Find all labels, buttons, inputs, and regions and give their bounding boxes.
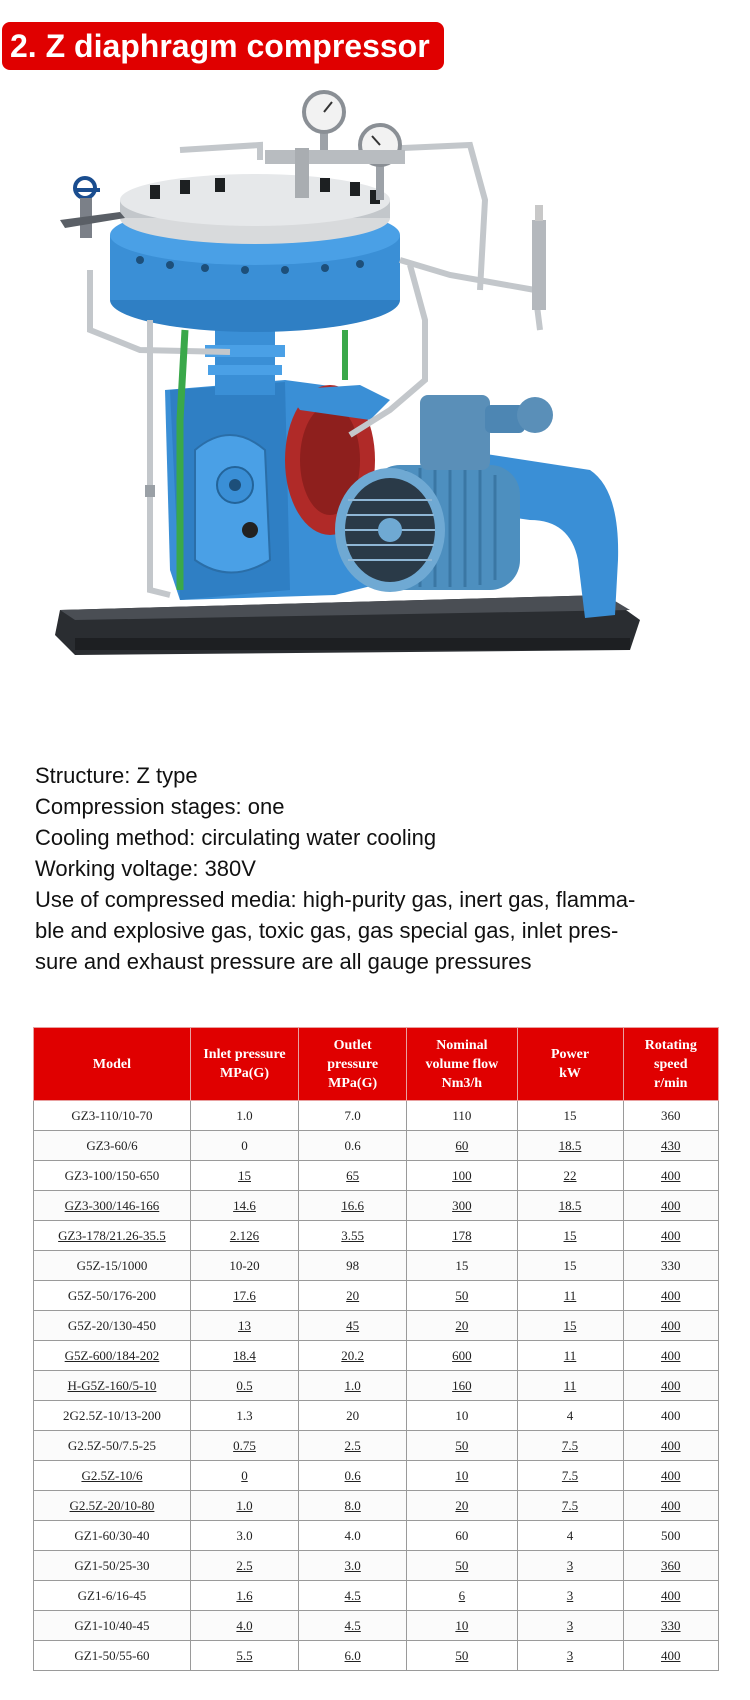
spec-stages: Compression stages: one	[35, 794, 285, 819]
cell-rotating-speed: 330	[623, 1251, 718, 1281]
table-row	[34, 1371, 719, 1401]
table-row	[34, 1461, 719, 1491]
cell-rotating-speed: 400	[623, 1371, 718, 1401]
cell-inlet-pressure: 15	[190, 1161, 298, 1191]
cell-volume-flow: 10	[407, 1401, 517, 1431]
cell-volume-flow: 50	[407, 1551, 517, 1581]
cell-volume-flow: 15	[407, 1251, 517, 1281]
cell-inlet-pressure: 1.0	[190, 1101, 298, 1131]
cell-model: GZ3-100/150-650	[34, 1161, 191, 1191]
cell-model: 2G2.5Z-10/13-200	[34, 1401, 191, 1431]
header-rotating-speed	[623, 1028, 718, 1101]
cell-volume-flow: 10	[407, 1611, 517, 1641]
header-volume-flow-line: volume flow	[425, 1056, 499, 1072]
cell-inlet-pressure: 4.0	[190, 1611, 298, 1641]
header-model-line: Model	[92, 1056, 132, 1072]
cell-inlet-pressure: 2.5	[190, 1551, 298, 1581]
cell-inlet-pressure: 0.75	[190, 1431, 298, 1461]
table-row	[34, 1581, 719, 1611]
cell-volume-flow: 600	[407, 1341, 517, 1371]
cell-power: 3	[517, 1581, 623, 1611]
cell-model: G2.5Z-20/10-80	[34, 1491, 191, 1521]
cell-inlet-pressure: 17.6	[190, 1281, 298, 1311]
cell-inlet-pressure: 1.3	[190, 1401, 298, 1431]
cell-outlet-pressure: 65	[299, 1161, 407, 1191]
header-inlet-pressure-line: MPa(G)	[220, 1066, 269, 1081]
cell-outlet-pressure: 2.5	[299, 1431, 407, 1461]
table-row	[34, 1101, 719, 1131]
spec-cooling: Cooling method: circulating water cooling	[35, 825, 437, 850]
cell-outlet-pressure: 20	[299, 1401, 407, 1431]
cell-outlet-pressure: 6.0	[299, 1641, 407, 1671]
cell-volume-flow: 50	[407, 1641, 517, 1671]
cell-power: 15	[517, 1221, 623, 1251]
table-row	[34, 1431, 719, 1461]
cell-power: 7.5	[517, 1491, 623, 1521]
cell-model: G5Z-20/130-450	[34, 1311, 191, 1341]
cell-model: GZ1-6/16-45	[34, 1581, 191, 1611]
header-volume-flow-line: Nm3/h	[441, 1075, 483, 1091]
cell-rotating-speed: 400	[623, 1461, 718, 1491]
table-header-row	[34, 1028, 719, 1101]
cell-outlet-pressure: 4.5	[299, 1611, 407, 1641]
cell-model: G5Z-600/184-202	[34, 1341, 191, 1371]
cell-inlet-pressure: 0.5	[190, 1371, 298, 1401]
cell-outlet-pressure: 4.0	[299, 1521, 407, 1551]
cell-outlet-pressure: 98	[299, 1251, 407, 1281]
compressor-photo	[30, 90, 720, 730]
spec-structure: Structure: Z type	[35, 763, 198, 788]
table-row	[34, 1521, 719, 1551]
section-title: 2. Z diaphragm compressor	[2, 22, 444, 70]
cell-outlet-pressure: 0.6	[299, 1461, 407, 1491]
cell-model: GZ3-300/146-166	[34, 1191, 191, 1221]
table-body	[34, 1101, 719, 1671]
table-row	[34, 1551, 719, 1581]
cell-rotating-speed: 330	[623, 1611, 718, 1641]
cell-model: GZ3-60/6	[34, 1131, 191, 1161]
cell-inlet-pressure: 1.6	[190, 1581, 298, 1611]
cell-volume-flow: 50	[407, 1281, 517, 1311]
header-rotating-speed-line: r/min	[654, 1075, 688, 1091]
header-outlet-pressure-line: Outlet	[333, 1037, 372, 1053]
cell-power: 15	[517, 1311, 623, 1341]
cell-volume-flow: 60	[407, 1521, 517, 1551]
cell-volume-flow: 20	[407, 1491, 517, 1521]
cell-inlet-pressure: 10-20	[190, 1251, 298, 1281]
cell-inlet-pressure: 2.126	[190, 1221, 298, 1251]
cell-model: G2.5Z-10/6	[34, 1461, 191, 1491]
cell-outlet-pressure: 20.2	[299, 1341, 407, 1371]
cell-outlet-pressure: 0.6	[299, 1131, 407, 1161]
cell-outlet-pressure: 20	[299, 1281, 407, 1311]
cell-rotating-speed: 500	[623, 1521, 718, 1551]
cell-rotating-speed: 400	[623, 1341, 718, 1371]
table-row	[34, 1341, 719, 1371]
pressure-gauge-left	[304, 92, 344, 158]
cell-rotating-speed: 400	[623, 1491, 718, 1521]
cell-outlet-pressure: 4.5	[299, 1581, 407, 1611]
cell-volume-flow: 160	[407, 1371, 517, 1401]
header-inlet-pressure-line: Inlet pressure	[203, 1047, 286, 1062]
header-rotating-speed-line: speed	[654, 1056, 688, 1072]
cell-model: GZ1-60/30-40	[34, 1521, 191, 1551]
cell-inlet-pressure: 5.5	[190, 1641, 298, 1671]
cell-rotating-speed: 400	[623, 1431, 718, 1461]
table-row	[34, 1641, 719, 1671]
cell-power: 4	[517, 1521, 623, 1551]
cell-rotating-speed: 400	[623, 1581, 718, 1611]
cell-rotating-speed: 400	[623, 1221, 718, 1251]
header-outlet-pressure-line: MPa(G)	[328, 1075, 378, 1091]
spec-media-line-1: Use of compressed media: high-purity gas, inert gas, flamma-	[35, 887, 636, 912]
cell-volume-flow: 50	[407, 1431, 517, 1461]
cell-volume-flow: 100	[407, 1161, 517, 1191]
table-row	[34, 1311, 719, 1341]
spec-media-line-2: ble and explosive gas, toxic gas, gas special gas, inlet pres-	[35, 918, 619, 943]
cell-inlet-pressure: 14.6	[190, 1191, 298, 1221]
spec-media-line-3: sure and exhaust pressure are all gauge pressures	[35, 949, 532, 974]
model-spec-table	[33, 1027, 719, 1671]
cell-power: 15	[517, 1251, 623, 1281]
cell-model: G2.5Z-50/7.5-25	[34, 1431, 191, 1461]
header-outlet-pressure-line: pressure	[327, 1056, 379, 1072]
header-outlet-pressure	[299, 1028, 407, 1101]
cell-outlet-pressure: 3.55	[299, 1221, 407, 1251]
cell-power: 15	[517, 1101, 623, 1131]
cell-volume-flow: 178	[407, 1221, 517, 1251]
table-row	[34, 1161, 719, 1191]
header-volume-flow	[407, 1028, 517, 1101]
safety-valve	[532, 220, 546, 310]
cell-power: 18.5	[517, 1131, 623, 1161]
header-power	[517, 1028, 623, 1101]
cell-rotating-speed: 430	[623, 1131, 718, 1161]
cell-model: GZ3-178/21.26-35.5	[34, 1221, 191, 1251]
spec-voltage: Working voltage: 380V	[35, 856, 256, 881]
header-inlet-pressure	[190, 1028, 298, 1101]
header-power-line: Power	[550, 1047, 590, 1062]
cell-model: GZ1-50/25-30	[34, 1551, 191, 1581]
cell-volume-flow: 20	[407, 1311, 517, 1341]
cell-model: GZ1-10/40-45	[34, 1611, 191, 1641]
cell-outlet-pressure: 7.0	[299, 1101, 407, 1131]
cell-rotating-speed: 400	[623, 1281, 718, 1311]
cell-inlet-pressure: 0	[190, 1131, 298, 1161]
cell-power: 7.5	[517, 1431, 623, 1461]
header-volume-flow-line: Nominal	[436, 1037, 488, 1053]
cell-rotating-speed: 400	[623, 1401, 718, 1431]
cell-model: GZ3-110/10-70	[34, 1101, 191, 1131]
cell-volume-flow: 6	[407, 1581, 517, 1611]
table-row	[34, 1611, 719, 1641]
table-header	[34, 1028, 719, 1101]
cell-volume-flow: 10	[407, 1461, 517, 1491]
cell-model: GZ1-50/55-60	[34, 1641, 191, 1671]
cell-power: 11	[517, 1281, 623, 1311]
cell-inlet-pressure: 3.0	[190, 1521, 298, 1551]
cell-rotating-speed: 400	[623, 1191, 718, 1221]
cell-model: H-G5Z-160/5-10	[34, 1371, 191, 1401]
table-row	[34, 1281, 719, 1311]
cell-rotating-speed: 360	[623, 1551, 718, 1581]
table-row	[34, 1401, 719, 1431]
cell-volume-flow: 110	[407, 1101, 517, 1131]
cell-model: G5Z-15/1000	[34, 1251, 191, 1281]
table-row	[34, 1131, 719, 1161]
table-row	[34, 1491, 719, 1521]
table-row	[34, 1251, 719, 1281]
cell-outlet-pressure: 1.0	[299, 1371, 407, 1401]
cell-power: 3	[517, 1551, 623, 1581]
cell-outlet-pressure: 45	[299, 1311, 407, 1341]
cell-power: 18.5	[517, 1191, 623, 1221]
cell-power: 11	[517, 1371, 623, 1401]
cell-inlet-pressure: 1.0	[190, 1491, 298, 1521]
cell-power: 22	[517, 1161, 623, 1191]
spec-list	[35, 760, 725, 977]
cell-inlet-pressure: 13	[190, 1311, 298, 1341]
header-power-line: kW	[559, 1066, 581, 1081]
cell-outlet-pressure: 8.0	[299, 1491, 407, 1521]
cell-inlet-pressure: 18.4	[190, 1341, 298, 1371]
cell-volume-flow: 60	[407, 1131, 517, 1161]
header-rotating-speed-line: Rotating	[644, 1037, 697, 1053]
cell-power: 3	[517, 1611, 623, 1641]
cell-power: 7.5	[517, 1461, 623, 1491]
cell-power: 11	[517, 1341, 623, 1371]
table-row	[34, 1221, 719, 1251]
cell-volume-flow: 300	[407, 1191, 517, 1221]
cell-model: G5Z-50/176-200	[34, 1281, 191, 1311]
cell-rotating-speed: 400	[623, 1641, 718, 1671]
header-model	[34, 1028, 191, 1101]
cell-power: 3	[517, 1641, 623, 1671]
cell-outlet-pressure: 16.6	[299, 1191, 407, 1221]
diaphragm-head	[110, 174, 400, 332]
cell-rotating-speed: 400	[623, 1311, 718, 1341]
cell-power: 4	[517, 1401, 623, 1431]
cell-rotating-speed: 400	[623, 1161, 718, 1191]
table-row	[34, 1191, 719, 1221]
cell-outlet-pressure: 3.0	[299, 1551, 407, 1581]
cell-rotating-speed: 360	[623, 1101, 718, 1131]
cell-inlet-pressure: 0	[190, 1461, 298, 1491]
